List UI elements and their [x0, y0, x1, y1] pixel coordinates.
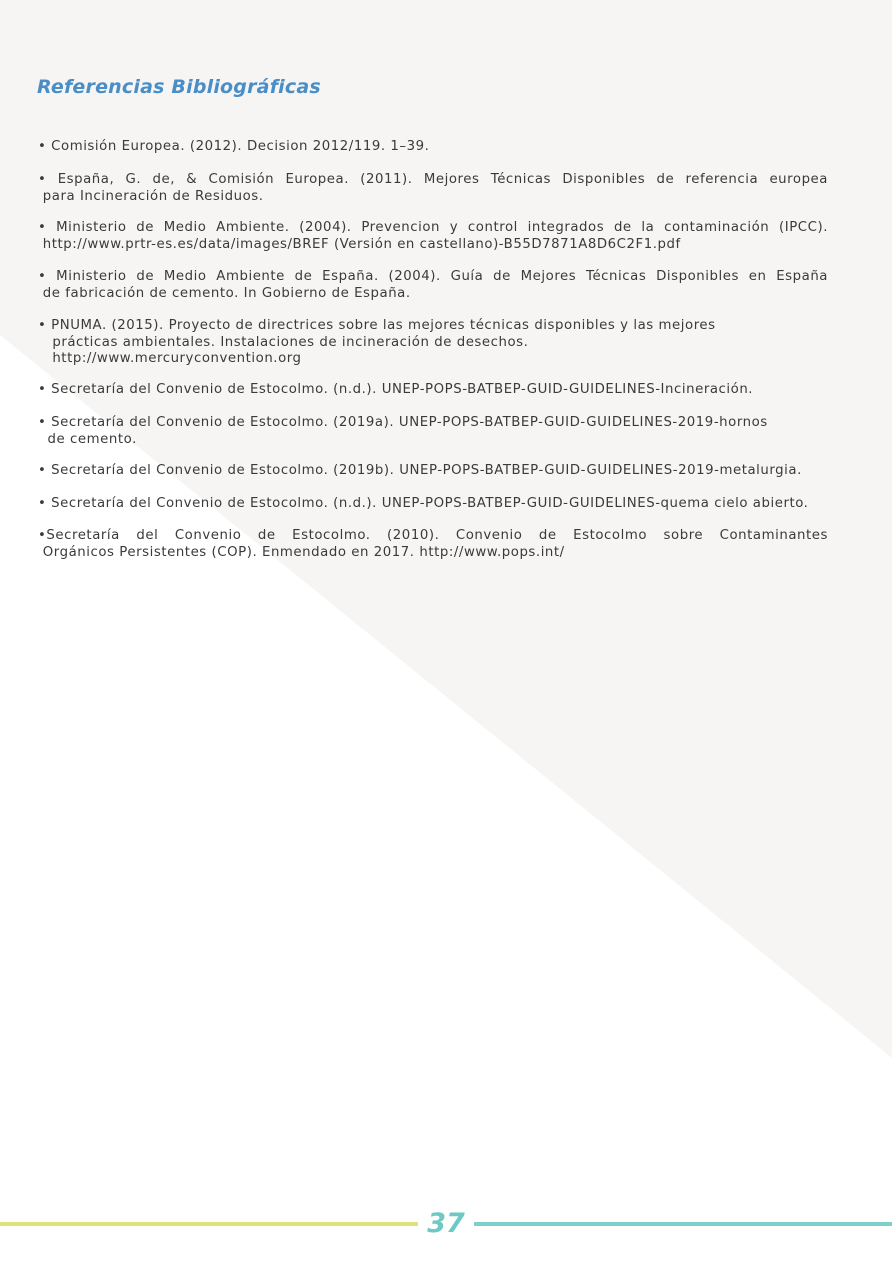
reference-line: de fabricación de cemento. In Gobierno de España. [38, 285, 411, 301]
reference-item [38, 269, 828, 302]
footer-rule-left [0, 1222, 418, 1226]
reference-item [38, 463, 828, 480]
reference-line: • España, G. de, & Comisión Europea. (2011). Mejores Técnicas Disponibles de referencia europea [38, 172, 828, 187]
footer-rule-right [474, 1222, 892, 1226]
reference-line: • Secretaría del Convenio de Estocolmo. (n.d.). UNEP-POPS-BATBEP-GUID-GUIDELINES-quema cielo abierto. [38, 496, 809, 511]
reference-line: Orgánicos Persistentes (COP). Enmendado en 2017. http://www.pops.int/ [38, 544, 565, 560]
reference-item [38, 139, 828, 156]
reference-line: • Secretaría del Convenio de Estocolmo. (2019a). UNEP-POPS-BATBEP-GUID-GUIDELINES-2019-hornos [38, 415, 768, 430]
reference-item [38, 382, 828, 399]
reference-line: • Comisión Europea. (2012). Decision 2012/119. 1–39. [38, 139, 430, 154]
reference-item [38, 172, 828, 205]
reference-line: para Incineración de Residuos. [38, 188, 264, 204]
reference-item [38, 496, 828, 513]
reference-line: •Secretaría del Convenio de Estocolmo. (2010). Convenio de Estocolmo sobre Contaminantes [38, 528, 828, 543]
reference-item [38, 220, 828, 253]
page-number: 37 [427, 1208, 465, 1239]
reference-line: • PNUMA. (2015). Proyecto de directrices sobre las mejores técnicas disponibles y las mejores [38, 318, 716, 333]
reference-line: • Ministerio de Medio Ambiente. (2004). Prevencion y control integrados de la contaminación (IPCC). [38, 220, 828, 235]
section-title: Referencias Bibliográficas [37, 76, 321, 98]
reference-line: • Secretaría del Convenio de Estocolmo. (2019b). UNEP-POPS-BATBEP-GUID-GUIDELINES-2019-metalurgia. [38, 463, 802, 478]
reference-line: http://www.mercuryconvention.org [38, 351, 302, 366]
reference-line: • Ministerio de Medio Ambiente de España. (2004). Guía de Mejores Técnicas Disponibles en España [38, 269, 828, 284]
reference-item [38, 528, 828, 561]
reference-line: http://www.prtr-es.es/data/images/BREF (Versión en castellano)-B55D7871A8D6C2F1.pdf [38, 236, 681, 252]
reference-line: • Secretaría del Convenio de Estocolmo. (n.d.). UNEP-POPS-BATBEP-GUID-GUIDELINES-Incineración. [38, 382, 754, 397]
reference-item [38, 318, 828, 368]
reference-line: prácticas ambientales. Instalaciones de incineración de desechos. [38, 334, 529, 350]
reference-item [38, 415, 828, 448]
reference-line: de cemento. [38, 431, 137, 447]
